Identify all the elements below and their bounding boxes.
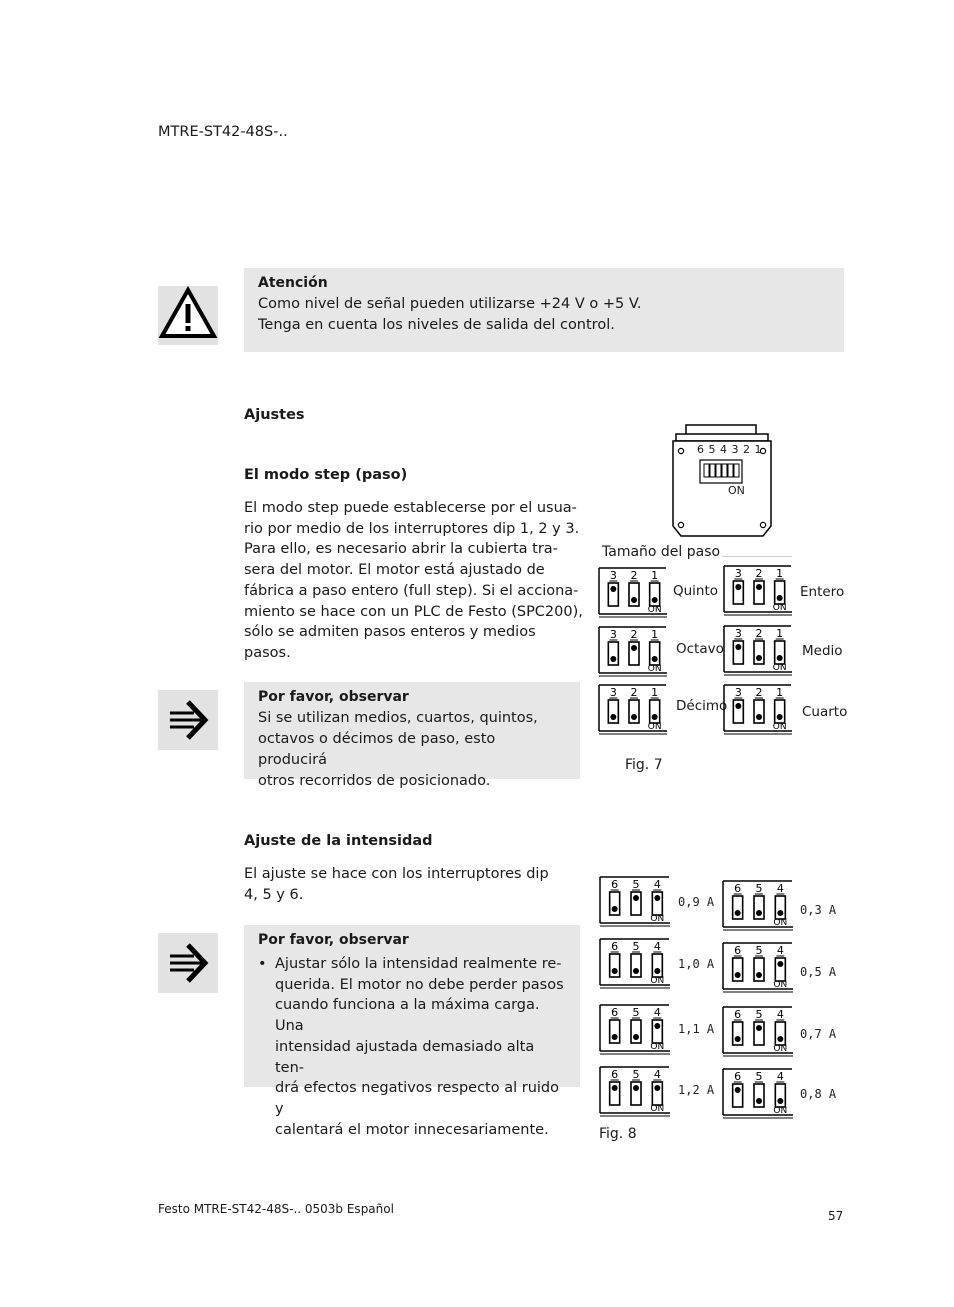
current-option-label: 1,1 A	[678, 1022, 715, 1036]
switch-position-dot	[633, 1034, 639, 1040]
switch-number: 6	[611, 1006, 619, 1019]
switch-position-dot	[735, 910, 741, 916]
switch-number: 5	[632, 878, 640, 891]
fig7-caption: Fig. 7	[625, 757, 663, 773]
switch-number: 5	[755, 1070, 763, 1083]
on-label: ON	[650, 1042, 665, 1052]
attention-callout	[244, 268, 844, 352]
switch-number: 3	[609, 628, 617, 641]
on-label: ON	[772, 603, 787, 613]
switch-position-dot	[612, 1085, 618, 1091]
switch-number: 4	[776, 1070, 784, 1083]
switch-position-dot	[654, 895, 660, 901]
arrow-right-icon	[158, 690, 218, 750]
switch-number: 4	[776, 882, 784, 895]
dip-switch-panel	[722, 879, 794, 931]
switch-position-dot	[631, 645, 637, 651]
switch-number: 3	[734, 686, 742, 699]
on-label: ON	[650, 914, 665, 924]
switch-number: 2	[755, 686, 763, 699]
on-label: ON	[647, 722, 662, 732]
on-label: ON	[773, 918, 788, 928]
note-line: octavos o décimos de paso, esto producirá	[258, 731, 496, 768]
switch-position-dot	[756, 655, 762, 661]
step-size-option-label: Décimo	[676, 698, 728, 714]
switch-number: 5	[632, 1006, 640, 1019]
switch-position-dot	[756, 714, 762, 720]
switch-position-dot	[654, 1023, 660, 1029]
footer-document: Festo MTRE-ST42-48S-.. 0503b Español	[158, 1202, 394, 1216]
bullet-line: cuando funciona a la máxima carga. Una	[275, 997, 540, 1035]
switch-number: 2	[630, 628, 638, 641]
on-label: ON	[772, 722, 787, 732]
switch-position-dot	[654, 1085, 660, 1091]
switch-number: 3	[609, 569, 617, 582]
note-title: Por favor, observar	[258, 689, 409, 705]
switch-position-dot	[777, 655, 783, 661]
switch-position-dot	[735, 703, 741, 709]
switch-position-dot	[777, 595, 783, 601]
bullet-line: • Ajustar sólo la intensidad realmente re-	[275, 956, 562, 972]
connector-switch-numbers: 6 5 4 3 2 1	[697, 443, 762, 456]
switch-number: 1	[776, 567, 784, 580]
switch-position-dot	[633, 895, 639, 901]
paragraph-line: Para ello, es necesario abrir la cubierta tra-	[244, 541, 558, 558]
switch-position-dot	[756, 972, 762, 978]
switch-position-dot	[633, 1085, 639, 1091]
arrow-right-icon	[158, 933, 218, 993]
note-icon-box	[158, 690, 218, 750]
dip-switch-panel	[599, 1003, 671, 1055]
intensity-paragraph	[244, 864, 584, 905]
switch-position-dot	[633, 968, 639, 974]
switch-number: 2	[630, 686, 638, 699]
switch-position-dot	[631, 597, 637, 603]
switch-number: 3	[734, 567, 742, 580]
attention-line: Como nivel de señal pueden utilizarse +24 V o +5 V.	[258, 296, 642, 312]
switch-position-dot	[652, 597, 658, 603]
switch-number: 4	[653, 1068, 661, 1081]
motor-connector-drawing	[668, 422, 776, 540]
switch-number: 4	[653, 940, 661, 953]
bullet-item	[258, 954, 566, 1140]
fig8-caption: Fig. 8	[599, 1126, 637, 1142]
switch-number: 2	[755, 567, 763, 580]
on-label: ON	[647, 664, 662, 674]
connector-on-label: ON	[728, 484, 745, 497]
switch-position-dot	[735, 1087, 741, 1093]
dip-switch-panel	[722, 1067, 794, 1119]
on-label: ON	[647, 605, 662, 615]
switch-position-dot	[777, 1098, 783, 1104]
switch-number: 6	[611, 1068, 619, 1081]
switch-number: 4	[776, 944, 784, 957]
step-mode-paragraph	[244, 498, 584, 664]
step-size-option-label: Quinto	[673, 583, 719, 599]
switch-number: 3	[609, 686, 617, 699]
bullet-line: intensidad ajustada demasiado alta ten-	[275, 1038, 535, 1076]
switch-number: 6	[611, 878, 619, 891]
switch-number: 5	[755, 882, 763, 895]
current-option-label: 0,5 A	[800, 965, 837, 979]
step-size-rule	[722, 556, 792, 557]
step-size-option-label: Entero	[800, 584, 845, 600]
dip-switch-panel	[723, 624, 793, 676]
current-option-label: 1,0 A	[678, 957, 715, 971]
switch-position-dot	[735, 972, 741, 978]
note-callout	[244, 682, 580, 789]
paragraph-line: El ajuste se hace con los interruptores dip	[244, 866, 549, 882]
attention-line: Tenga en cuenta los niveles de salida del control.	[258, 317, 615, 333]
note-line: Si se utilizan medios, cuartos, quintos,	[258, 710, 538, 726]
dip-switch-panel	[598, 683, 668, 735]
switch-number: 1	[651, 628, 659, 641]
step-size-option-label: Cuarto	[802, 704, 848, 720]
bullet-line: querida. El motor no debe perder pasos	[275, 976, 564, 993]
switch-number: 2	[630, 569, 638, 582]
warning-icon-box	[158, 286, 218, 345]
page-number: 57	[828, 1209, 844, 1223]
switch-position-dot	[612, 906, 618, 912]
switch-position-dot	[735, 584, 741, 590]
on-label: ON	[773, 1106, 788, 1116]
switch-number: 3	[734, 627, 742, 640]
dip-switch-panel	[598, 566, 668, 618]
step-size-option-label: Medio	[802, 643, 843, 659]
dip-switch-panel	[599, 1065, 671, 1117]
paragraph-line: miento se hace con un PLC de Festo (SPC200),	[244, 603, 583, 620]
dip-switch-panel	[723, 564, 793, 616]
paragraph-line: 4, 5 y 6.	[244, 886, 304, 903]
switch-position-dot	[777, 910, 783, 916]
on-label: ON	[773, 1044, 788, 1054]
switch-number: 5	[755, 1008, 763, 1021]
on-label: ON	[650, 1104, 665, 1114]
switch-number: 1	[651, 686, 659, 699]
switch-number: 4	[653, 878, 661, 891]
connector-dip-block	[704, 464, 739, 477]
switch-position-dot	[735, 1036, 741, 1042]
step-mode-heading: El modo step (paso)	[244, 467, 408, 483]
switch-position-dot	[777, 1036, 783, 1042]
switch-number: 6	[734, 944, 742, 957]
dip-switch-panel	[598, 625, 668, 677]
switch-number: 5	[755, 944, 763, 957]
switch-position-dot	[610, 656, 616, 662]
intensity-heading: Ajuste de la intensidad	[244, 833, 433, 849]
switch-position-dot	[654, 968, 660, 974]
switch-position-dot	[612, 1034, 618, 1040]
dip-switch-panel	[722, 941, 794, 993]
switch-number: 6	[734, 882, 742, 895]
paragraph-line: rio por medio de los interruptores dip 1, 2 y 3.	[244, 520, 580, 537]
switch-position-dot	[610, 714, 616, 720]
switch-number: 2	[755, 627, 763, 640]
current-option-label: 0,3 A	[800, 903, 837, 917]
switch-position-dot	[756, 910, 762, 916]
switch-number: 6	[734, 1008, 742, 1021]
switch-number: 1	[651, 569, 659, 582]
on-label: ON	[773, 980, 788, 990]
switch-number: 1	[776, 627, 784, 640]
switch-position-dot	[610, 586, 616, 592]
bullet-line: calentará el motor innecesariamente.	[275, 1121, 549, 1138]
note-title: Por favor, observar	[258, 932, 409, 948]
dip-switch-panel	[722, 1005, 794, 1057]
dip-switch-panel	[723, 683, 793, 735]
paragraph-line: pasos.	[244, 644, 291, 661]
switch-position-dot	[777, 961, 783, 967]
on-label: ON	[772, 663, 787, 673]
switch-position-dot	[777, 714, 783, 720]
note-callout	[244, 925, 580, 1138]
dip-switch-panel	[599, 937, 671, 989]
switch-number: 5	[632, 1068, 640, 1081]
paragraph-line: El modo step puede establecerse por el usua-	[244, 500, 577, 516]
on-label: ON	[650, 976, 665, 986]
note-line: otros recorridos de posicionado.	[258, 773, 491, 789]
switch-number: 4	[653, 1006, 661, 1019]
switch-number: 1	[776, 686, 784, 699]
dip-switch-panel	[599, 875, 671, 927]
step-size-label: Tamaño del paso	[602, 544, 721, 560]
paragraph-line: sólo se admiten pasos enteros y medios	[244, 624, 536, 641]
switch-position-dot	[631, 714, 637, 720]
switch-number: 6	[611, 940, 619, 953]
switch-number: 6	[734, 1070, 742, 1083]
note-icon-box	[158, 933, 218, 993]
document-header: MTRE-ST42-48S-..	[158, 124, 288, 140]
switch-position-dot	[652, 714, 658, 720]
switch-position-dot	[652, 656, 658, 662]
switch-number: 5	[632, 940, 640, 953]
current-option-label: 0,9 A	[678, 895, 715, 909]
switch-position-dot	[756, 584, 762, 590]
current-option-label: 0,7 A	[800, 1027, 837, 1041]
switch-position-dot	[735, 644, 741, 650]
switch-position-dot	[756, 1098, 762, 1104]
switch-position-dot	[756, 1025, 762, 1031]
switch-position-dot	[612, 968, 618, 974]
warning-triangle-icon	[158, 286, 218, 345]
paragraph-line: sera del motor. El motor está ajustado de	[244, 562, 545, 579]
paragraph-line: fábrica a paso entero (full step). Si el acciona-	[244, 582, 579, 599]
attention-title: Atención	[258, 275, 328, 291]
current-option-label: 1,2 A	[678, 1083, 715, 1097]
settings-heading: Ajustes	[244, 407, 305, 423]
switch-number: 4	[776, 1008, 784, 1021]
bullet-line: drá efectos negativos respecto al ruido y	[275, 1080, 559, 1117]
current-option-label: 0,8 A	[800, 1087, 837, 1101]
step-size-option-label: Octavo	[676, 641, 724, 657]
